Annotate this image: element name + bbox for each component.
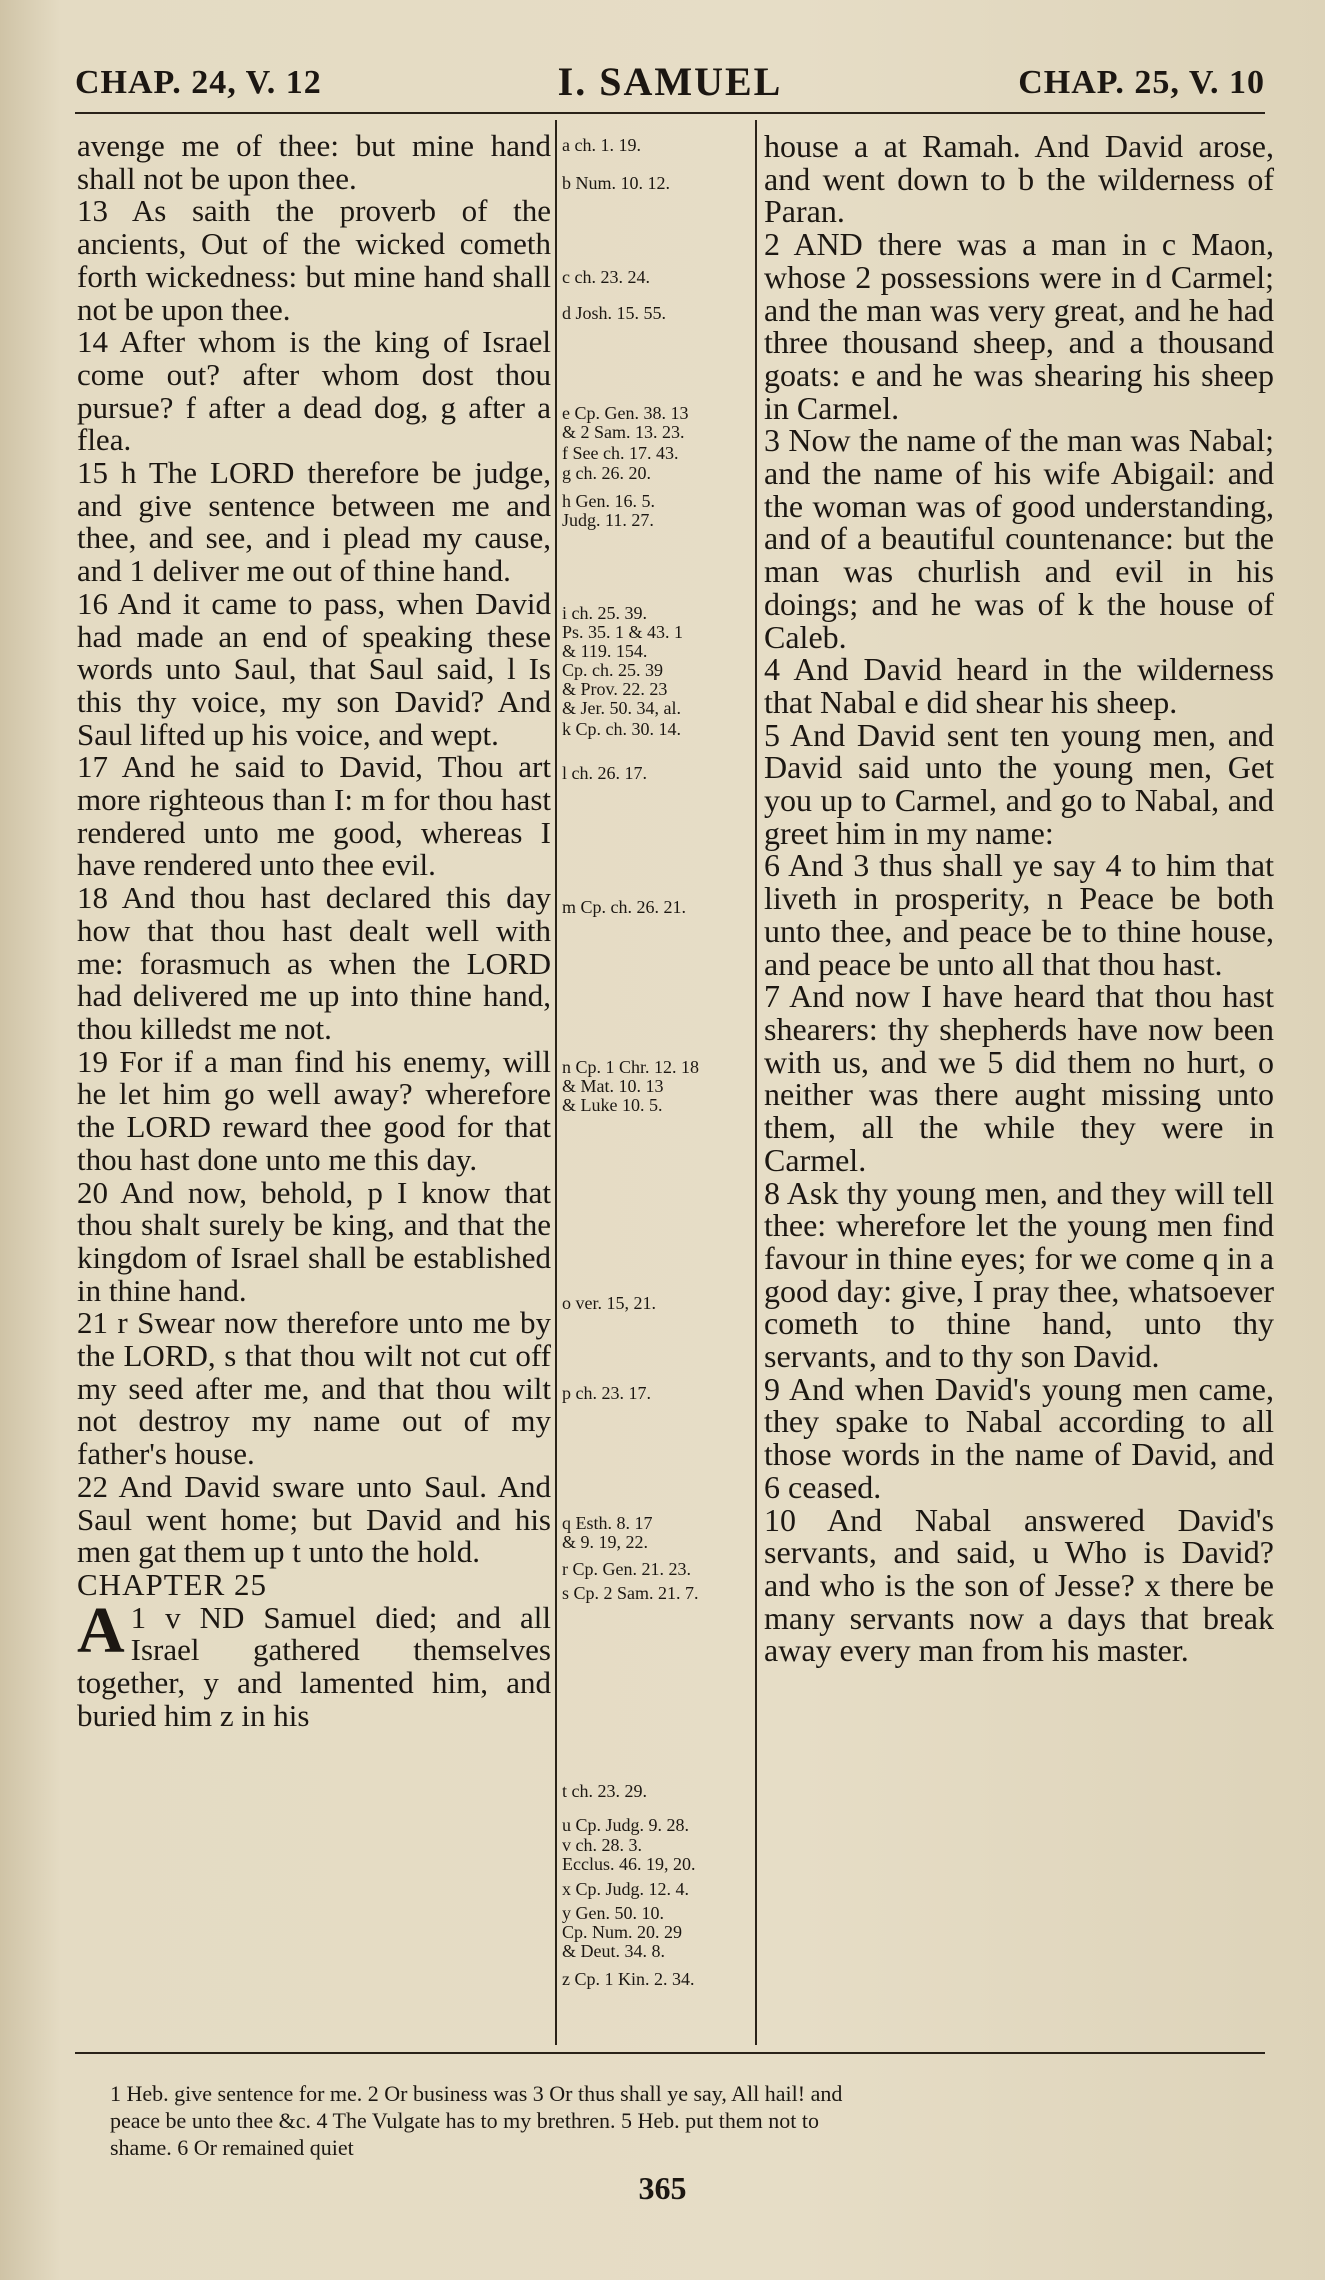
verse: 8 Ask thy young men, and they will tell thee: wherefore let the young men find favour in thine eyes; for we come q in a good day: give, I pray thee, whatsoever cometh to thine hand, unto thy servants, and to thy son David.	[764, 1174, 1274, 1375]
verse: 2 AND there was a man in c Maon, whose 2 possessions were in d Carmel; and the man was very great, and he had three thousand sheep, and a thousand goats: e and he was shearing his sheep in Carmel.	[764, 226, 1274, 426]
drop-cap: A	[77, 1593, 125, 1667]
verse-text: ND Samuel died; and all Israel gathered themselves together, y and lamented him, and buried him z in his	[77, 1599, 552, 1733]
verse: 3 Now the name of the man was Nabal; and the name of his wife Abigail: and the woman was of good understanding, and of a beautiful countenance: but the man was churlish and evil in his doings; and he was of k the house of Caleb.	[764, 422, 1274, 655]
left-text-column	[77, 130, 551, 1732]
column-divider-right	[755, 120, 757, 2045]
margin-note: b Num. 10. 12.	[562, 173, 670, 193]
margin-note: i ch. 25. 39. Ps. 35. 1 & 43. 1 & 119. 154. Cp. ch. 25. 39 & Prov. 22. 23 & Jer. 50. 34, al.	[562, 603, 684, 718]
margin-note: g ch. 26. 20.	[562, 463, 651, 483]
verse-marker: 1 v	[130, 1599, 181, 1635]
verse: 13 As saith the proverb of the ancients, Out of the wicked cometh forth wickedness: but mine hand shall not be upon thee.	[77, 193, 551, 327]
margin-note: x Cp. Judg. 12. 4.	[562, 1879, 690, 1899]
verse: 9 And when David's young men came, they spake to Nabal according to all those words in the name of David, and 6 ceased.	[764, 1370, 1274, 1505]
margin-note: t ch. 23. 29.	[562, 1781, 647, 1801]
margin-note: z Cp. 1 Kin. 2. 34.	[562, 1969, 695, 1989]
verse: 16 And it came to pass, when David had made an end of speaking these words unto Saul, that Saul said, l Is this thy voice, my son David? And Saul lifted up his voice, and wept.	[77, 585, 551, 752]
running-header	[75, 58, 1265, 108]
book-title: I. SAMUEL	[557, 59, 783, 104]
margin-note: l ch. 26. 17.	[562, 763, 647, 783]
page-number: 365	[638, 2170, 687, 2206]
header-left-reference: CHAP. 24, V. 12	[75, 64, 322, 101]
margin-note: o ver. 15, 21.	[562, 1293, 656, 1313]
header-right-reference: CHAP. 25, V. 10	[1018, 64, 1265, 101]
verse: house a at Ramah. And David arose, and went down to b the wilderness of Paran.	[764, 128, 1274, 230]
margin-note: m Cp. ch. 26. 21.	[562, 897, 686, 917]
margin-note: n Cp. 1 Chr. 12. 18 & Mat. 10. 13 & Luke 10. 5.	[562, 1057, 700, 1115]
verse: 14 After whom is the king of Israel come out? after whom dost thou pursue? f after a dead dog, g after a flea.	[77, 324, 551, 458]
margin-note: p ch. 23. 17.	[562, 1383, 651, 1403]
column-divider-left	[555, 120, 557, 2045]
verse: 15 h The LORD therefore be judge, and give sentence between me and thee, and see, and i plead my cause, and 1 deliver me out of thine hand.	[77, 455, 551, 589]
margin-references	[562, 136, 752, 2036]
right-text-column	[764, 130, 1274, 1667]
margin-note: u Cp. Judg. 9. 28.	[562, 1815, 690, 1835]
margin-note: v ch. 28. 3. Ecclus. 46. 19, 20.	[562, 1835, 696, 1874]
margin-note: h Gen. 16. 5. Judg. 11. 27.	[562, 491, 655, 530]
margin-note: k Cp. ch. 30. 14.	[562, 719, 681, 739]
verse: 18 And thou hast declared this day how that thou hast dealt well with me: forasmuch as when the LORD had delivered me up into thine hand, thou killedst me not.	[77, 880, 551, 1046]
verse: 10 And Nabal answered David's servants, and said, u Who is David? and who is the son of Jesse? x there be many servants now a days that break away every man from his master.	[764, 1501, 1274, 1669]
margin-note: y Gen. 50. 10. Cp. Num. 20. 29 & Deut. 34. 8.	[562, 1903, 683, 1961]
margin-note: a ch. 1. 19.	[562, 135, 641, 155]
margin-note: d Josh. 15. 55.	[562, 303, 667, 323]
verse: avenge me of thee: but mine hand shall not be upon thee.	[77, 128, 551, 196]
footnote-rule	[75, 2052, 1265, 2054]
margin-note: s Cp. 2 Sam. 21. 7.	[562, 1583, 699, 1603]
verse: 22 And David sware unto Saul. And Saul went home; but David and his men gat them up t unto the hold.	[77, 1468, 551, 1570]
margin-note: e Cp. Gen. 38. 13 & 2 Sam. 13. 23.	[562, 403, 689, 442]
footnotes: 1 Heb. give sentence for me. 2 Or business was 3 Or thus shall ye say, All hail! and peace be unto thee &c. 4 The Vulgate has to my brethren. 5 Heb. put them not to shame. 6 Or remained quiet	[110, 2081, 843, 2160]
chapter-first-verse	[77, 1593, 552, 1733]
margin-note: q Esth. 8. 17 & 9. 19, 22.	[562, 1513, 653, 1552]
verse: 20 And now, behold, p I know that thou shalt surely be king, and that the kingdom of Israel shall be established in thine hand.	[77, 1174, 551, 1308]
chapter-heading: CHAPTER 25	[77, 1566, 267, 1602]
verse: 17 And he said to David, Thou art more righteous than I: m for thou hast rendered unto me good, whereas I have rendered unto thee evil.	[77, 749, 551, 883]
verse: 21 r Swear now therefore unto me by the LORD, s that thou wilt not cut off my seed after me, and that thou wilt not destroy my name out of my father's house.	[77, 1305, 551, 1472]
margin-note: f See ch. 17. 43.	[562, 443, 679, 463]
verse: 5 And David sent ten young men, and David said unto the young men, Get you up to Carmel, and go to Nabal, and greet him in my name:	[764, 716, 1274, 851]
verse: 7 And now I have heard that thou hast shearers: thy shepherds have now been with us, and we 5 did them no hurt, o neither was there aught missing unto them, all the while they were in Carmel.	[764, 978, 1274, 1178]
verse: 4 And David heard in the wilderness that Nabal e did shear his sheep.	[764, 651, 1274, 720]
verse: 19 For if a man find his enemy, will he let him go well away? wherefore the LORD reward thee good for that thou hast done unto me this day.	[77, 1043, 551, 1177]
header-rule	[75, 112, 1265, 114]
verse: 6 And 3 thus shall ye say 4 to him that liveth in prosperity, n Peace be both unto thee, and peace be to thine house, and peace be unto all that thou hast.	[764, 847, 1274, 982]
margin-note: c ch. 23. 24.	[562, 267, 650, 287]
margin-note: r Cp. Gen. 21. 23.	[562, 1559, 691, 1579]
